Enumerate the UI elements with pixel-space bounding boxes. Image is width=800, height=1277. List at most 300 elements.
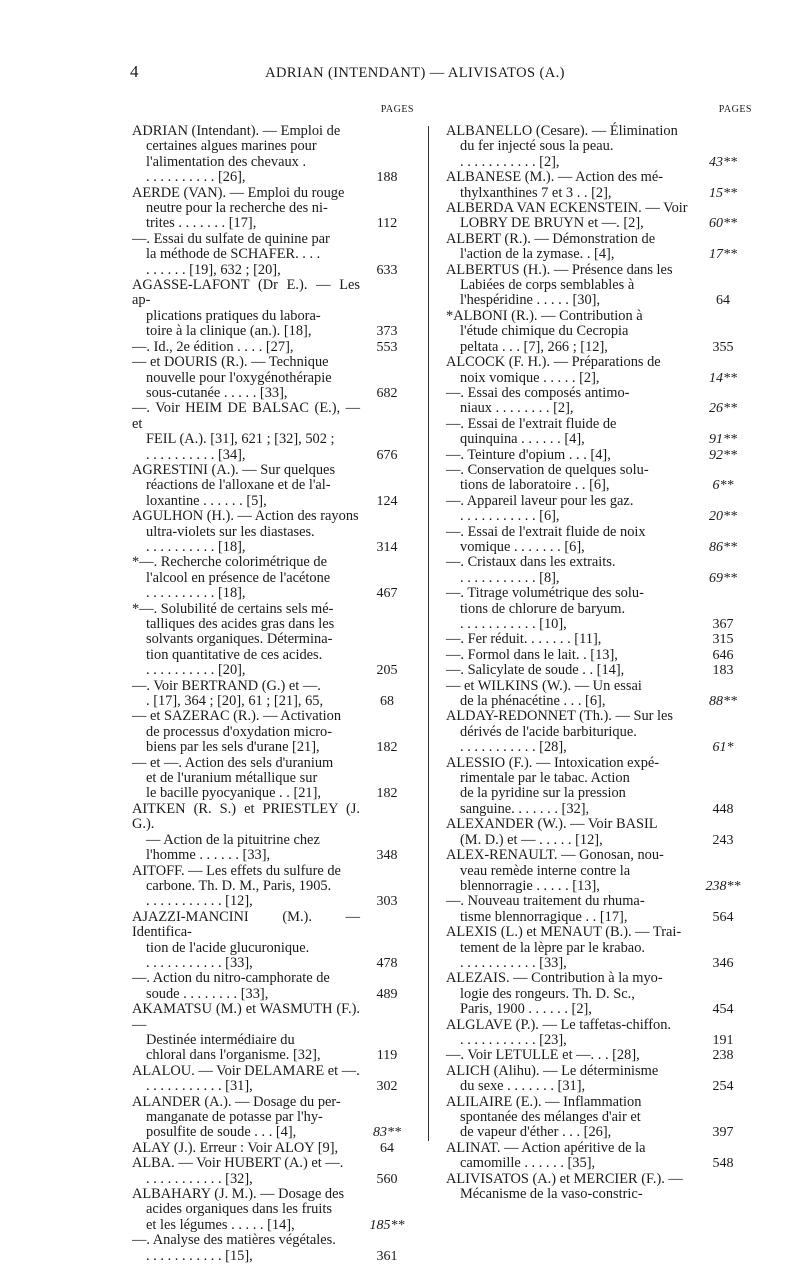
entry-line: AERDE (VAN). — Emploi du rouge [132, 184, 345, 201]
entry-text [132, 802, 360, 864]
entry-line: Destinée intermédiaire du [146, 1031, 295, 1048]
page-ref: 6** [712, 478, 734, 494]
entry-text [132, 278, 360, 340]
entry-line: réactions de l'alloxane et de l'al- [146, 477, 331, 494]
page-ref: 26** [709, 401, 737, 417]
index-entry [446, 648, 752, 663]
page-ref: 553 [376, 339, 398, 355]
entry-line: —. Analyse des matières végétales. [132, 1232, 336, 1249]
index-entry [446, 817, 752, 848]
entry-text [446, 494, 694, 525]
entry-line: camomille . . . . . . [35], [460, 1155, 596, 1172]
entry-line: tion de l'acide glucuronique. [146, 939, 310, 956]
entry-line: tions de laboratoire . . [6], [460, 477, 610, 494]
entry-text [446, 448, 694, 463]
entry-line: logie des rongeurs. Th. D. Sc., [460, 985, 635, 1002]
entry-line: l'homme . . . . . . [33], [146, 847, 271, 864]
entry-line: talliques des acides gras dans les [146, 616, 335, 632]
entry-line: *ALBONI (R.). — Contribution à [446, 307, 643, 324]
entry-line: —. Titrage volumétrique des solu- [446, 585, 644, 602]
entry-line: chloral dans l'organisme. [32], [146, 1047, 321, 1064]
entry-line: —. Voir LETULLE et —. . . [28], [446, 1047, 640, 1064]
entry-line: —. Essai de l'extrait fluide de [446, 415, 617, 432]
entry-line: ALGLAVE (P.). — Le taffetas-chiffon. [446, 1016, 671, 1033]
page-ref: 69** [709, 570, 737, 586]
entry-line: (M. D.) et — . . . . . [12], [460, 831, 603, 848]
entry-line: blennorragie . . . . . [13], [460, 877, 600, 894]
index-entry [132, 1095, 414, 1141]
page-ref: 315 [712, 632, 734, 648]
index-entry [132, 802, 414, 864]
index-entry [446, 632, 752, 647]
entry-line: de la phénacétine . . . [6], [460, 693, 606, 710]
entry-line: l'hespéridine . . . . . [30], [460, 292, 601, 309]
entry-line: veau remède interne contre la [460, 862, 631, 879]
entry-text [446, 355, 694, 386]
entry-line: l'alcool en présence de l'acétone [146, 569, 331, 586]
page-ref: 64 [380, 1140, 394, 1156]
entry-line: . . . . . . . . . . . [10], [460, 616, 567, 632]
page-ref: 548 [712, 1156, 734, 1172]
entry-line: — et DOURIS (R.). — Technique [132, 354, 329, 371]
entry-line: AGASSE-LAFONT (Dr E.). — Les ap- [132, 277, 360, 309]
entry-line: l'alimentation des chevaux . [146, 153, 307, 170]
entry-line: solvants organiques. Détermina- [146, 631, 333, 648]
right-entries [446, 124, 752, 1202]
page-ref: 88** [709, 694, 737, 710]
entry-text [446, 525, 694, 556]
index-entry [132, 1156, 414, 1187]
entry-text [446, 894, 694, 925]
entry-line: —. Essai des composés antimo- [446, 384, 630, 401]
entry-line: . . . . . . . . . . . [32], [146, 1170, 253, 1187]
entry-line: neutre pour la recherche des ni- [146, 200, 328, 217]
page-ref: 64 [716, 293, 730, 309]
entry-line: — et WILKINS (W.). — Un essai [446, 677, 642, 694]
page-ref: 243 [712, 832, 734, 848]
entry-line: . . . . . . . . . . . [23], [460, 1031, 567, 1048]
index-entry [446, 201, 752, 232]
entry-line: . . . . . . . . . . [18], [146, 538, 246, 555]
entry-text [446, 632, 694, 647]
entry-line: ALESSIO (F.). — Intoxication expé- [446, 754, 660, 771]
entry-line: toire à la clinique (an.). [18], [146, 323, 312, 340]
entry-line: LOBRY DE BRUYN et —. [2], [460, 215, 644, 232]
entry-text [446, 817, 694, 848]
entry-line: —. Salicylate de soude . . [14], [446, 662, 625, 679]
entry-text [446, 1141, 694, 1172]
entry-text [132, 971, 360, 1002]
entry-text [446, 971, 694, 1017]
page-ref: 112 [376, 216, 398, 232]
entry-line: ALEX-RENAULT. — Gonosan, nou- [446, 847, 664, 864]
entry-text [132, 1233, 360, 1264]
entry-text [132, 756, 360, 802]
entry-line: et les légumes . . . . . [14], [146, 1216, 295, 1233]
index-entry [132, 679, 414, 710]
entry-line: ALDAY-REDONNET (Th.). — Sur les [446, 708, 674, 725]
page-ref: 254 [712, 1079, 734, 1095]
entry-line: du fer injecté sous la peau. [460, 138, 614, 155]
entry-line: tisme blennorragique . . [17], [460, 908, 628, 925]
index-entry [132, 1233, 414, 1264]
left-column [132, 104, 414, 1264]
entry-line: carbone. Th. D. M., Paris, 1905. [146, 877, 332, 894]
entry-line: *—. Recherche colorimétrique de [132, 554, 327, 571]
entry-line: et de l'uranium métallique sur [146, 770, 318, 787]
entry-text [446, 555, 694, 586]
entry-line: plications pratiques du labora- [146, 307, 321, 324]
index-entry [446, 663, 752, 678]
index-entry [132, 1064, 414, 1095]
entry-text [446, 170, 694, 201]
page-ref: 373 [376, 324, 398, 340]
page-ref: 302 [376, 1079, 398, 1095]
entry-line: —. Formol dans le lait. . [13], [446, 646, 618, 663]
index-entry [446, 894, 752, 925]
left-entries [132, 124, 414, 1264]
index-entry [446, 124, 752, 170]
page-ref: 676 [376, 447, 398, 463]
entry-line: dérivés de l'acide barbiturique. [460, 723, 637, 740]
entry-line: ALALOU. — Voir DELAMARE et —. [132, 1062, 360, 1079]
entry-line: l'étude chimique du Cecropia [460, 323, 629, 340]
page-ref: 397 [712, 1125, 734, 1141]
entry-line: biens par les sels d'urane [21], [146, 739, 320, 756]
entry-text [132, 463, 360, 509]
entry-text [446, 663, 694, 678]
entry-line: niaux . . . . . . . . [2], [460, 400, 574, 417]
page-ref: 91** [709, 432, 737, 448]
entry-text [132, 602, 360, 679]
entry-line: quinquina . . . . . . [4], [460, 431, 585, 448]
entry-line: vomique . . . . . . . [6], [460, 538, 585, 555]
index-entry [446, 1064, 752, 1095]
index-entry [132, 340, 414, 355]
entry-line: . . . . . . . . . . . [33], [460, 954, 567, 971]
entry-line: ALILAIRE (E.). — Inflammation [446, 1093, 642, 1110]
entry-line: —. Nouveau traitement du rhuma- [446, 893, 645, 910]
entry-line: ALBA. — Voir HUBERT (A.) et —. [132, 1155, 344, 1172]
entry-line: du sexe . . . . . . . [31], [460, 1078, 586, 1095]
index-entry [132, 602, 414, 679]
entry-text [446, 1172, 694, 1203]
entry-line: Paris, 1900 . . . . . . [2], [460, 1001, 592, 1018]
index-entry [446, 848, 752, 894]
entry-line: posulfite de soude . . . [4], [146, 1124, 297, 1141]
index-entry [446, 170, 752, 201]
page-ref: 124 [376, 493, 398, 509]
page-ref: 303 [376, 894, 398, 910]
entry-line: ALBERDA VAN ECKENSTEIN. — Voir [446, 200, 688, 217]
index-entry [132, 355, 414, 401]
entry-line: —. Cristaux dans les extraits. [446, 554, 616, 571]
entry-line: ALBERTUS (H.). — Présence dans les [446, 261, 673, 278]
entry-text [446, 709, 694, 755]
entry-text [132, 1002, 360, 1064]
index-entry [132, 971, 414, 1002]
entry-line: AGULHON (H.). — Action des rayons [132, 508, 359, 525]
entry-line: . . . . . . . . . . . [8], [460, 569, 560, 586]
entry-line: . . . . . . . . . . . [12], [146, 893, 253, 910]
index-entry [446, 1141, 752, 1172]
page-ref: 15** [709, 185, 737, 201]
entry-text [132, 709, 360, 755]
index-entry [446, 1048, 752, 1063]
index-entry [446, 586, 752, 632]
entry-line: . . . . . . . . . . . [28], [460, 739, 567, 756]
entry-line: — et SAZERAC (R.). — Activation [132, 708, 342, 725]
entry-text [446, 679, 694, 710]
entry-line: *—. Solubilité de certains sels mé- [132, 600, 334, 617]
entry-text [132, 910, 360, 972]
page-ref: 478 [376, 955, 398, 971]
entry-line: tion quantitative de ces acides. [146, 646, 323, 663]
entry-line: soude . . . . . . . . [33], [146, 985, 269, 1002]
index-entry [446, 709, 752, 755]
entry-line: ALEXANDER (W.). — Voir BASIL [446, 816, 658, 833]
entry-line: . . . . . . . . . . [20], [146, 662, 246, 679]
column-divider [428, 126, 429, 1141]
entry-line: ALIVISATOS (A.) et MERCIER (F.). — [446, 1170, 683, 1187]
entry-line: rimentale par le tabac. Action [460, 770, 630, 787]
index-entry [132, 509, 414, 555]
entry-line: . . . . . . . . . . . [6], [460, 508, 560, 525]
entry-line: ALBANESE (M.). — Action des mé- [446, 169, 664, 186]
entry-line: ALEXIS (L.) et MENAUT (B.). — Trai- [446, 924, 682, 941]
entry-text [132, 864, 360, 910]
entry-text [446, 201, 694, 232]
index-entry [446, 1172, 752, 1203]
entry-line: sous-cutanée . . . . . [33], [146, 384, 288, 401]
entry-text [446, 263, 694, 309]
entry-text [446, 124, 694, 170]
page-ref: 61* [712, 740, 734, 756]
entry-text [132, 401, 360, 463]
entry-line: —. Id., 2e édition . . . . [27], [132, 338, 294, 355]
index-entry [132, 401, 414, 463]
page-ref: 68 [380, 694, 394, 710]
page-ref: 83** [373, 1125, 401, 1141]
entry-line: —. Fer réduit. . . . . . . [11], [446, 631, 602, 648]
index-entry [132, 756, 414, 802]
entry-text [132, 186, 360, 232]
index-entry [446, 679, 752, 710]
entry-line: ADRIAN (Intendant). — Emploi de [132, 123, 341, 139]
index-entry [446, 355, 752, 386]
entry-line: le bacille pyocyanique . . [21], [146, 785, 322, 802]
entry-line: . . . . . . [19], 632 ; [20], [146, 261, 281, 278]
index-entry [446, 448, 752, 463]
page-ref: 489 [376, 986, 398, 1002]
page-header [130, 62, 700, 82]
entry-line: . . . . . . . . . . [18], [146, 585, 246, 602]
entry-text [132, 509, 360, 555]
page-ref: 185** [369, 1217, 405, 1233]
index-entry [132, 910, 414, 972]
entry-line: trites . . . . . . . [17], [146, 215, 257, 232]
page-ref: 43** [709, 154, 737, 170]
page-ref: 682 [376, 385, 398, 401]
index-entry [446, 971, 752, 1017]
page-ref: 188 [376, 170, 398, 186]
entry-text [446, 309, 694, 355]
page-ref: 86** [709, 539, 737, 555]
entry-line: thylxanthines 7 et 3 . . [2], [460, 184, 612, 201]
page-ref: 646 [712, 647, 734, 663]
entry-text [446, 1095, 694, 1141]
entry-line: ALBANELLO (Cesare). — Élimination [446, 123, 678, 139]
page-ref: 182 [376, 786, 398, 802]
index-entry [132, 278, 414, 340]
entry-line: AKAMATSU (M.) et WASMUTH (F.). — [132, 1001, 360, 1033]
entry-text [446, 232, 694, 263]
entry-line: —. Essai du sulfate de quinine par [132, 230, 330, 247]
index-entry [132, 463, 414, 509]
entry-text [446, 463, 694, 494]
page-ref: 314 [376, 539, 398, 555]
entry-text [132, 1064, 360, 1095]
entry-text [446, 1048, 694, 1063]
entry-line: tement de la lèpre par le krabao. [460, 939, 645, 956]
page-ref: 14** [709, 370, 737, 386]
index-entry [446, 525, 752, 556]
page-ref: 92** [709, 447, 737, 463]
entry-text [132, 679, 360, 710]
index-entry [446, 494, 752, 525]
index-entry [132, 186, 414, 232]
page-ref: 448 [712, 801, 734, 817]
entry-line: tions de chlorure de baryum. [460, 600, 626, 617]
entry-text [132, 1156, 360, 1187]
entry-line: —. Voir HEIM DE BALSAC (E.), — et [132, 400, 360, 432]
entry-line: ALINAT. — Action apéritive de la [446, 1139, 646, 1156]
page-ref: 182 [376, 740, 398, 756]
entry-text [446, 848, 694, 894]
index-entry [446, 386, 752, 417]
entry-line: acides organiques dans les fruits [146, 1201, 332, 1218]
entry-text [446, 586, 694, 632]
index-entry [446, 1018, 752, 1049]
entry-text [132, 124, 360, 186]
page-ref: 191 [712, 1032, 734, 1048]
entry-line: AGRESTINI (A.). — Sur quelques [132, 461, 336, 478]
entry-line: . . . . . . . . . . . [33], [146, 954, 253, 971]
entry-line: AITOFF. — Les effets du sulfure de [132, 862, 341, 879]
index-entry [132, 864, 414, 910]
entry-line: ALBERT (R.). — Démonstration de [446, 230, 656, 247]
entry-line: spontanée des mélanges d'air et [460, 1109, 641, 1125]
entry-line: —. Action du nitro-camphorate de [132, 970, 330, 987]
entry-line: ALAY (J.). Erreur : Voir ALOY [9], [132, 1139, 339, 1156]
entry-line: Labiées de corps semblables à [460, 277, 635, 294]
entry-line: . . . . . . . . . . [26], [146, 169, 246, 186]
entry-text [132, 1095, 360, 1141]
index-entry [446, 925, 752, 971]
entry-line: . . . . . . . . . . . [15], [146, 1247, 253, 1264]
page-ref: 119 [376, 1048, 398, 1064]
entry-line: AITKEN (R. S.) et PRIESTLEY (J. G.). [132, 800, 360, 833]
entry-text [132, 1141, 360, 1156]
entry-line: — et —. Action des sels d'uranium [132, 754, 334, 771]
entry-line: . . . . . . . . . . . [31], [146, 1078, 253, 1095]
entry-text [446, 925, 694, 971]
index-entry [446, 756, 752, 818]
page-ref: 20** [709, 509, 737, 525]
page-ref: 205 [376, 663, 398, 679]
page-ref: 238 [712, 1048, 734, 1064]
entry-text [446, 1064, 694, 1095]
page-ref: 454 [712, 1002, 734, 1018]
page-ref: 560 [376, 1171, 398, 1187]
page-ref: 17** [709, 247, 737, 263]
entry-line: — Action de la pituitrine chez [146, 831, 320, 848]
entry-line: nouvelle pour l'oxygénothérapie [146, 369, 332, 386]
entry-line: ultra-violets sur les diastases. [146, 523, 315, 540]
entry-text [446, 648, 694, 663]
entry-line: ALEZAIS. — Contribution à la myo- [446, 970, 663, 987]
entry-line: de la pyridine sur la pression [460, 785, 626, 802]
entry-line: certaines algues marines pour [146, 138, 317, 155]
page-ref: 633 [376, 262, 398, 278]
entry-text [446, 1018, 694, 1049]
entry-line: —. Voir BERTRAND (G.) et —. [132, 677, 321, 694]
entry-line: la méthode de SCHAFER. . . . [146, 246, 321, 263]
index-entry [446, 1095, 752, 1141]
index-entry [132, 1187, 414, 1233]
page-ref: 361 [376, 1248, 398, 1264]
index-entry [446, 555, 752, 586]
entry-line: ALANDER (A.). — Dosage du per- [132, 1093, 341, 1110]
entry-line: . . . . . . . . . . . [2], [460, 153, 560, 170]
index-entry [132, 555, 414, 601]
page-ref: 367 [712, 617, 734, 632]
entry-line: —. Conservation de quelques solu- [446, 461, 649, 478]
right-column [446, 104, 752, 1202]
entry-line: de processus d'oxydation micro- [146, 723, 333, 740]
entry-line: Mécanisme de la vaso-constric- [460, 1186, 643, 1203]
entry-line: l'action de la zymase. . [4], [460, 246, 615, 263]
entry-line: ALICH (Alihu). — Le déterminisme [446, 1062, 659, 1079]
entry-text [132, 1187, 360, 1233]
index-entry [132, 124, 414, 186]
entry-text [132, 355, 360, 401]
entry-line: FEIL (A.). [31], 621 ; [32], 502 ; [146, 431, 335, 448]
page-number: 4 [130, 62, 139, 81]
entry-line: ALCOCK (F. H.). — Préparations de [446, 354, 661, 371]
pages-label-right: PAGES [718, 104, 752, 115]
entry-text [446, 386, 694, 417]
page-ref: 60** [709, 216, 737, 232]
entry-line: —. Essai de l'extrait fluide de noix [446, 523, 646, 540]
entry-text [132, 555, 360, 601]
pages-label-left: PAGES [380, 104, 414, 115]
index-entry [446, 309, 752, 355]
entry-line: —. Teinture d'opium . . . [4], [446, 446, 611, 463]
running-title: ADRIAN (INTENDANT) — ALIVISATOS (A.) [265, 65, 565, 81]
page-ref: 564 [712, 909, 734, 925]
index-entry [132, 1002, 414, 1064]
entry-line: de vapeur d'éther . . . [26], [460, 1124, 612, 1141]
page-ref: 355 [712, 339, 734, 355]
entry-line: peltata . . . [7], 266 ; [12], [460, 338, 608, 355]
index-entry [132, 232, 414, 278]
index-entry [132, 1141, 414, 1156]
entry-line: AJAZZI-MANCINI (M.). — Identifica- [132, 908, 360, 941]
entry-line: sanguine. . . . . . . [32], [460, 800, 590, 817]
index-entry [446, 263, 752, 309]
entry-line: —. Appareil laveur pour les gaz. [446, 492, 634, 509]
